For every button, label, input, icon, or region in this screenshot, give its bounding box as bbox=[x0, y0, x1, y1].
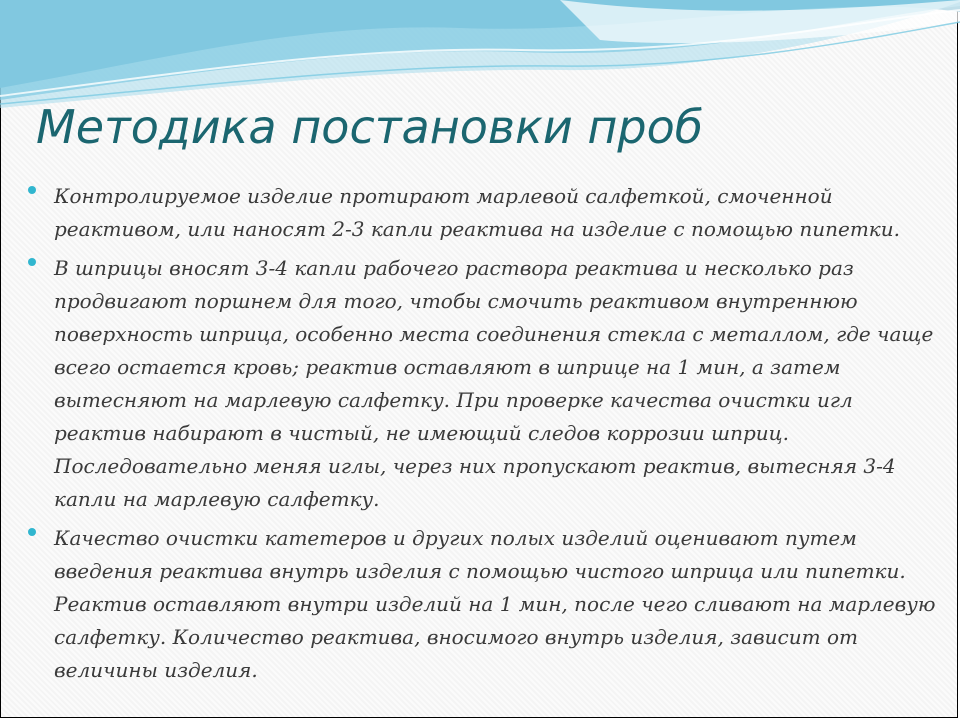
bullet-text: Качество очистки катетеров и других полых изделий оценивают путем введения реактива внутрь изделия с помощью чистого шприца или пипетки. Реактив оставляют внутри изделий на 1 мин, после чего сливают на марлевую салфетку. Количество реактива, вносимого внутрь изделия, зависит от величины изделия. bbox=[54, 526, 936, 682]
bullet-list bbox=[24, 180, 944, 693]
bullet-dot-icon bbox=[28, 186, 36, 194]
bullet-text: В шприцы вносят 3-4 капли рабочего раствора реактива и несколько раз продвигают поршнем для того, чтобы смочить реактивом внутреннюю поверхность шприца, особенно места соединения стекла с металлом, где чаще всего остается кровь; реактив оставляют в шприце на 1 мин, а затем вытесняют на марлевую салфетку. При проверке качества очистки игл реактив набирают в чистый, не имеющий следов коррозии шприц. Последовательно меняя иглы, через них пропускают реактив, вытесняя 3-4 капли на марлевую салфетку. bbox=[54, 256, 934, 511]
bullet-dot-icon bbox=[28, 528, 36, 536]
bullet-item bbox=[24, 252, 944, 516]
slide-title: Методика постановки проб bbox=[36, 100, 704, 154]
bullet-dot-icon bbox=[28, 258, 36, 266]
bullet-item bbox=[24, 522, 944, 687]
bullet-text: Контролируемое изделие протирают марлевой салфеткой, смоченной реактивом, или наносят 2-3 капли реактива на изделие с помощью пипетки. bbox=[54, 184, 900, 241]
bullet-item bbox=[24, 180, 944, 246]
